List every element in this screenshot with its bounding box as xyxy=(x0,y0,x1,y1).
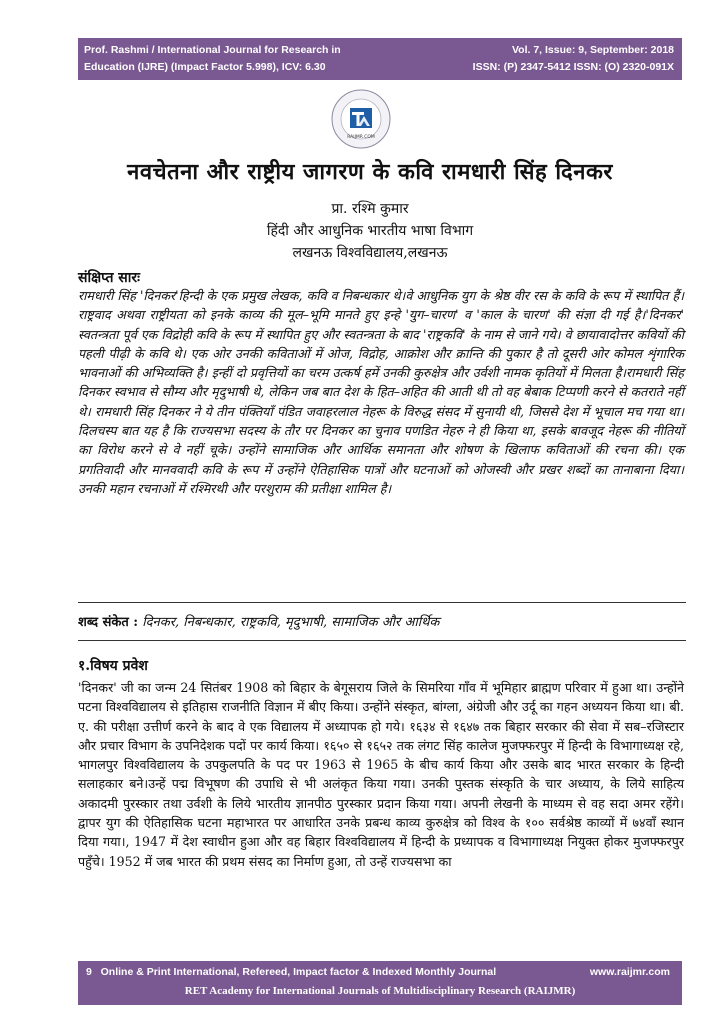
journal-footer xyxy=(78,961,682,1005)
journal-header xyxy=(78,38,682,80)
author-name: प्रा. रश्मि कुमार xyxy=(331,201,409,217)
keywords-line xyxy=(78,612,684,630)
footer-website-link[interactable]: www.raijmr.com xyxy=(589,966,670,978)
keywords-values: दिनकर, निबन्धकार, राष्ट्रकवि, मृदुभाषी, सामाजिक और आर्थिक xyxy=(142,615,440,630)
raijmr-logo-icon xyxy=(326,88,396,154)
divider-top xyxy=(78,602,686,603)
footer-line1 xyxy=(86,966,496,978)
abstract-heading: संक्षिप्त सारः xyxy=(78,270,140,286)
header-right xyxy=(473,42,674,76)
section-body: 'दिनकर' जी का जन्म 24 सितंबर 1908 को बिहार के बेगूसराय जिले के सिमरिया गाँव में भूमिहार ब्राह्मण परिवार में हुआ था। उन्होंने पटना विश्वविद्यालय से इतिहास राजनीति विज्ञान में बीए किया। उन्होंने संस्कृत, बांग्ला, अंग्रेजी और उर्दू का गहन अध्ययन किया था। बी. ए. की परीक्षा उत्तीर्ण करने के बाद वे एक विद्यालय में अध्यापक हो गये। १६३४ से १६४७ तक बिहार सरकार की सेवा में सब–रजिस्टार और प्रचार विभाग के उपनिदेशक पदों पर कार्य किया। १६५० से १६५२ तक लंगट सिंह कालेज मुजफ्फरपुर में हिन्दी के विभागाध्यक्ष रहे, भागलपुर विश्वविद्यालय के उपकुलपति के पद पर 1963 से 1965 के बीच कार्य किया और उसके बाद भारत सरकार के हिन्दी सलाहकार बने।उन्हें पद्म विभूषण की उपाधि से भी अलंकृत किया गया। उनकी पुस्तक संस्कृति के चार अध्याय, के लिये साहित्य अकादमी पुरस्कार तथा उर्वशी के लिये भारतीय ज्ञानपीठ पुरस्कार प्रदान किया गया। अपनी लेखनी के माध्यम से वह सदा अमर रहेंगे।द्वापर युग की ऐतिहासिक घटना महाभारत पर आधारित उनके प्रबन्ध काव्य कुरुक्षेत्र को विश्व के १०० सर्वश्रेष्ठ काव्यों में ७४वाँ स्थान दिया गया।, 1947 में देश स्वाधीन हुआ और वह बिहार विश्वविद्यालय में हिन्दी के प्रध्यापक व विभागाध्यक्ष नियुक्त होकर मुजफ्फरपुर पहुँचे। 1952 में जब भारत की प्रथम संसद का निर्माण हुआ, तो उन्हें राज्यसभा का xyxy=(78,680,684,869)
author-block xyxy=(70,198,670,264)
abstract-text: रामधारी सिंह 'दिनकर'हिन्दी के एक प्रमुख लेखक, कवि व निबन्धकार थे।वे आधुनिक युग के श्रेष्ठ वीर रस के कवि के रूप में स्थापित हैं। राष्ट्रवाद अथवा राष्ट्रीयता को इनके काव्य की मूल–भूमि मानते हुए इन्हे 'युग–चारण' व 'काल के चारण' की संज्ञा दी गई है।'दिनकर' स्वतन्त्रता पूर्व एक विद्रोही कवि के रूप में स्थापित हुए और स्वतन्त्रता के बाद 'राष्ट्रकवि' के नाम से जाने गये। वे छायावादोत्तर कवियों की पहली पीढ़ी के कवि थे। एक ओर उनकी कविताओं में ओज, विद्रोह, आक्रोश और क्रान्ति की पुकार है तो दूसरी ओर कोमल शृंगारिक भावनाओं की अभिव्यक्ति है। इन्हीं दो प्रवृत्तियों का चरम उत्कर्ष हमें उनकी कुरुक्षेत्र और उर्वशी नामक कृतियों में मिलता है।रामधारी सिंह दिनकर स्वभाव से सौम्य और मृदुभाषी थे, लेकिन जब बात देश के हित–अहित की आती थी तो वह बेबाक टिप्पणी करने से कतराते नहीं थे। रामधारी सिंह दिनकर ने ये तीन पंक्तियाँ पंडित जवाहरलाल नेहरू के विरुद्ध संसद में सुनायी थी, जिससे देश में भूचाल मच गया था। दिलचस्प बात यह है कि राज्यसभा सदस्य के तौर पर दिनकर का चुनाव पणडित नेहरु ने ही किया था, इसके बावजूद नेहरू की नीतियों का विरोध करने से वे नहीं चूके। उन्होंने सामाजिक और आर्थिक समानता और शोषण के खिलाफ कविताओं की रचना की। एक प्रगतिवादी और मानववादी कवि के रूप में उन्होंने ऐतिहासिक पात्रों और घटनाओं को ओजस्वी और प्रखर शब्दों का तानाबाना दिया। उनकी महान रचनाओं में रश्मिरथी और परशुराम की प्रतीक्षा शामिल है। xyxy=(78,288,684,496)
keywords-label: शब्द संकेत : xyxy=(78,615,139,630)
section-heading: १.विषय प्रवेश xyxy=(78,658,148,674)
header-issn: ISSN: (P) 2347-5412 ISSN: (O) 2320-091X xyxy=(472,61,674,73)
divider-bottom xyxy=(78,640,686,641)
article-title: नवचेतना और राष्ट्रीय जागरण के कवि रामधारी सिंह दिनकर xyxy=(127,159,613,185)
header-volume: Vol. 7, Issue: 9, September: 2018 xyxy=(511,44,674,56)
author-department: हिंदी और आधुनिक भारतीय भाषा विभाग xyxy=(266,223,474,239)
author-university: लखनऊ विश्वविद्यालय,लखनऊ xyxy=(292,245,448,261)
header-citation-line1: Prof. Rashmi / International Journal for Research in xyxy=(84,44,341,56)
footer-journal-desc: Online & Print International, Refereed, Impact factor & Indexed Monthly Journal xyxy=(100,966,497,978)
logo-text: RAIJMR.COM xyxy=(347,135,375,140)
header-left xyxy=(84,42,341,76)
header-citation-line2: Education (IJRE) (Impact Factor 5.998), ICV: 6.30 xyxy=(84,61,326,73)
footer-publisher: RET Academy for International Journals of Multidisciplinary Research (RAIJMR) xyxy=(184,985,576,997)
page-number: 9 xyxy=(86,966,92,978)
